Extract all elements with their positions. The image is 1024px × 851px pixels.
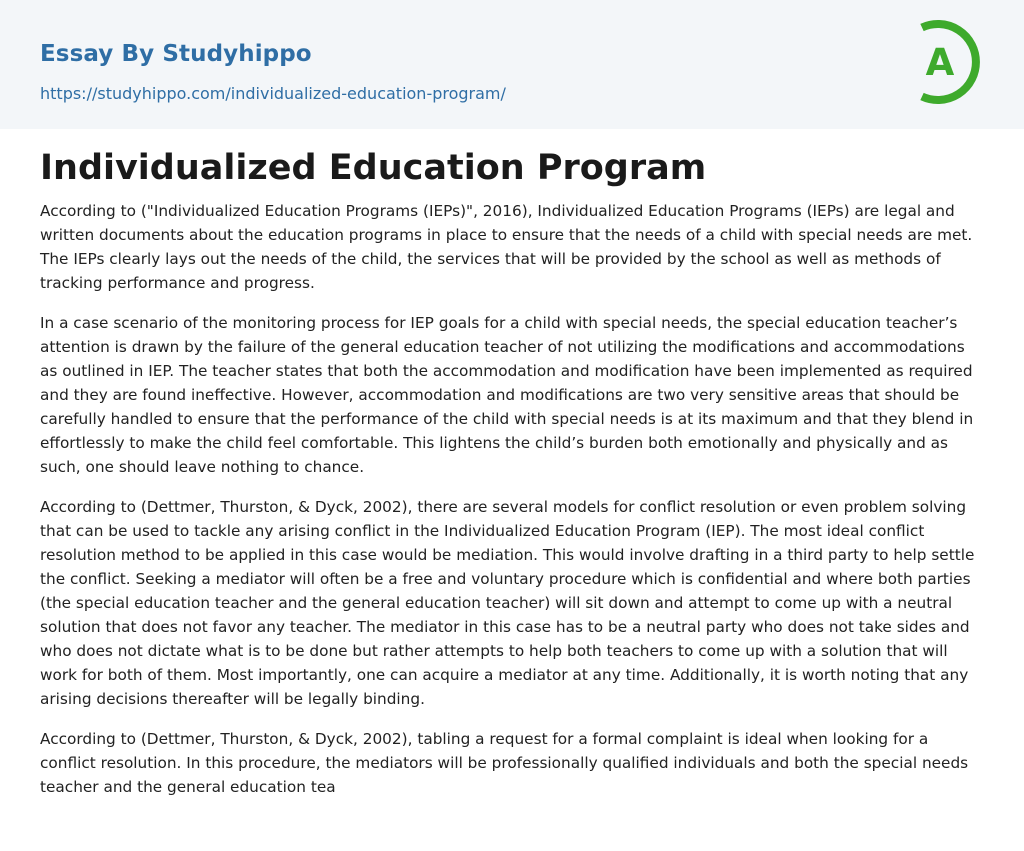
site-header xyxy=(0,0,1024,129)
article-paragraph: According to (Dettmer, Thurston, & Dyck, 2002), there are several models for conflict resolution or even problem solving that can be used to tackle any arising conflict in the Individualized Education Program (IEP). The most ideal conflict resolution method to be applied in this case would be mediation. This would involve drafting in a third party to help settle the conflict. Seeking a mediator will often be a free and voluntary procedure which is confidential and where both parties (the special education teacher and the general education teacher) will sit down and attempt to come up with a neutral solution that does not favor any teacher. The mediator in this case has to be a neutral party who does not take sides and who does not dictate what is to be done but rather attempts to help both teachers to come up with a solution that will work for both of them. Most importantly, one can acquire a mediator at any time. Additionally, it is worth noting that any arising decisions thereafter will be legally binding. xyxy=(40,498,975,708)
logo-letter: A xyxy=(925,41,955,84)
site-brand[interactable]: Essay By Studyhippo xyxy=(40,41,312,67)
article-title: Individualized Education Program xyxy=(40,148,707,188)
article-paragraph: In a case scenario of the monitoring process for IEP goals for a child with special needs, the special education teacher’s attention is drawn by the failure of the general education teacher of not utilizing the modifications and accommodations as outlined in IEP. The teacher states that both the accommodation and modification have been implemented as required and they are found ineffective. However, accommodation and modifications are two very sensitive areas that should be carefully handled to ensure that the performance of the child with special needs is at its maximum and that they blend in effortlessly to make the child feel comfortable. This lightens the child’s burden both emotionally and physically and as such, one should leave nothing to chance. xyxy=(40,314,974,476)
article-content xyxy=(40,144,986,815)
article-paragraph: According to (Dettmer, Thurston, & Dyck, 2002), tabling a request for a formal complaint is ideal when looking for a conflict resolution. In this procedure, the mediators will be professionally qualified individuals and both the special needs teacher and the general education tea xyxy=(40,730,969,796)
studyhippo-logo-icon[interactable] xyxy=(912,18,988,106)
article-paragraph: According to ("Individualized Education Programs (IEPs)", 2016), Individualized Education Programs (IEPs) are legal and written documents about the education programs in place to ensure that the needs of a child with special needs are met. The IEPs clearly lays out the needs of the child, the services that will be provided by the school as well as methods of tracking performance and progress. xyxy=(40,202,973,292)
source-url-link[interactable]: https://studyhippo.com/individualized-education-program/ xyxy=(40,84,506,103)
